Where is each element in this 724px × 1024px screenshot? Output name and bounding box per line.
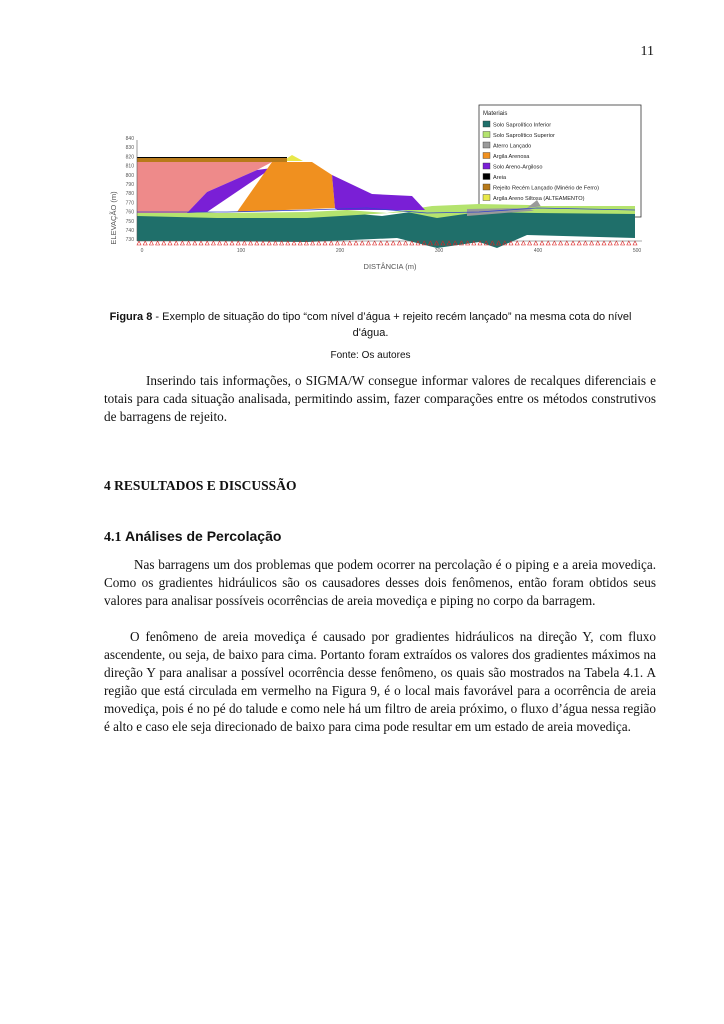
- subsection-number: 4.1: [104, 530, 122, 545]
- y-axis-label: ELEVAÇÃO (m): [109, 191, 118, 245]
- boundary-marker: [261, 241, 265, 245]
- boundary-marker: [391, 241, 395, 245]
- boundary-marker: [162, 241, 166, 245]
- boundary-marker: [193, 241, 197, 245]
- boundary-marker: [180, 241, 184, 245]
- legend-label: Solo Saprolítico Inferior: [493, 122, 552, 129]
- boundary-marker: [224, 241, 228, 245]
- boundary-marker: [627, 241, 631, 245]
- boundary-marker: [329, 241, 333, 245]
- boundary-marker: [317, 241, 321, 245]
- boundary-marker: [540, 241, 544, 245]
- boundary-marker: [373, 241, 377, 245]
- x-tick-label: 0: [140, 248, 144, 254]
- y-tick-label: 760: [125, 209, 134, 216]
- paragraph-1: Inserindo tais informações, o SIGMA/W consegue informar valores de recalques diferenciais e totais para cada situação analisada, permitindo assim, fazer comparações entre os métodos construtivos de barragens de rejeito.: [104, 373, 656, 424]
- y-tick-label: 830: [125, 145, 134, 152]
- boundary-marker: [218, 241, 222, 245]
- boundary-marker: [199, 241, 203, 245]
- legend-label: Solo Areno-Argiloso: [493, 164, 543, 171]
- boundary-marker: [521, 241, 525, 245]
- y-tick-label: 750: [125, 218, 134, 225]
- y-tick-label: 770: [125, 200, 134, 207]
- boundary-marker: [515, 241, 519, 245]
- x-tick-label: 300: [434, 248, 444, 254]
- boundary-marker: [149, 241, 153, 245]
- boundary-marker: [211, 241, 215, 245]
- boundary-marker: [602, 241, 606, 245]
- x-tick-label: 400: [533, 248, 543, 254]
- boundary-marker: [156, 241, 160, 245]
- boundary-marker: [614, 241, 618, 245]
- boundary-marker: [366, 241, 370, 245]
- caption-label: Figura 8: [109, 311, 153, 323]
- boundary-marker: [249, 241, 253, 245]
- boundary-marker: [168, 241, 172, 245]
- y-tick-label: 780: [125, 191, 134, 198]
- boundary-marker: [528, 241, 532, 245]
- boundary-marker: [323, 241, 327, 245]
- y-axis-ticks: [126, 136, 135, 243]
- legend-label: Areia: [493, 175, 507, 181]
- boundary-marker: [379, 241, 383, 245]
- x-axis-label: DISTÂNCIA (m): [363, 262, 417, 271]
- boundary-marker: [546, 241, 550, 245]
- boundary-marker: [577, 241, 581, 245]
- boundary-markers: [137, 241, 637, 245]
- legend-swatch: [483, 153, 490, 159]
- legend-label: Argila Areno Siltosa (ALTEAMENTO): [493, 196, 585, 202]
- boundary-marker: [255, 241, 259, 245]
- boundary-marker: [187, 241, 191, 245]
- section-heading: 4 RESULTADOS E DISCUSSÃO: [104, 478, 297, 493]
- y-tick-label: 800: [125, 172, 134, 179]
- y-tick-label: 810: [125, 163, 134, 170]
- legend-swatch: [483, 174, 490, 180]
- legend-swatch: [483, 195, 490, 201]
- legend-title: Materiais: [483, 111, 508, 117]
- y-tick-label: 840: [125, 136, 134, 142]
- boundary-marker: [360, 241, 364, 245]
- figure-source: Fonte: Os autores: [330, 350, 411, 361]
- legend-label: Aterro Lançado: [493, 143, 532, 150]
- boundary-marker: [335, 241, 339, 245]
- boundary-marker: [236, 241, 240, 245]
- caption-text: - Exemplo de situação do tipo “com nível d’água + rejeito recém lançado” na mesma cota do nível d'água.: [152, 311, 632, 339]
- x-tick-label: 100: [236, 248, 246, 254]
- boundary-marker: [385, 241, 389, 245]
- boundary-marker: [242, 241, 246, 245]
- boundary-marker: [608, 241, 612, 245]
- y-tick-label: 730: [125, 237, 134, 244]
- rejeito-recem-lancado: [137, 158, 287, 162]
- paragraph-3: O fenômeno de areia movediça é causado por gradientes hidráulicos na direção Y, com fluxo ascendente, ou seja, de baixo para cima. Portanto foram extraídos os valores dos gradientes máximos na direção Y para analisar a possível ocorrência desse fenômeno, os quais são mostrados na Tabela 4.1. A região que está circulada em vermelho na Figura 9, é o local mais favorável para a ocorrência de areia movediça, pois é no pé do talude e como nele há um filtro de areia próximo, o fluxo d’água nessa região é alto e caso ele seja direcionado de baixo para cima pode resultar em um estado de areia movediça.: [104, 629, 656, 734]
- boundary-marker: [397, 241, 401, 245]
- boundary-marker: [621, 241, 625, 245]
- subsection-title: Análises de Percolação: [125, 528, 282, 544]
- boundary-marker: [137, 241, 141, 245]
- boundary-marker: [590, 241, 594, 245]
- cross-section-figure: [107, 100, 657, 282]
- boundary-marker: [348, 241, 352, 245]
- y-tick-label: 820: [125, 154, 134, 161]
- boundary-marker: [143, 241, 147, 245]
- boundary-marker: [230, 241, 234, 245]
- boundary-marker: [552, 241, 556, 245]
- legend-swatch: [483, 163, 490, 169]
- figure-caption: [104, 309, 637, 341]
- boundary-marker: [596, 241, 600, 245]
- y-tick-label: 790: [125, 182, 134, 188]
- legend-label: Solo Saprolítico Superior: [493, 133, 555, 139]
- boundary-marker: [633, 241, 637, 245]
- boundary-marker: [534, 241, 538, 245]
- paragraph-2: Nas barragens um dos problemas que podem ocorrer na percolação é o piping e a areia movediça. Como os gradientes hidráulicos são os causadores desses dois fenômenos, então foram obtidos seus valores para analisar possíveis ocorrências de areia movediça e piping no corpo da barragem.: [104, 557, 656, 608]
- legend-label: Rejeito Recém Lançado (Minério de Ferro): [493, 185, 600, 192]
- legend-label: Argila Arenosa: [493, 154, 530, 160]
- boundary-marker: [571, 241, 575, 245]
- boundary-marker: [583, 241, 587, 245]
- boundary-marker: [342, 241, 346, 245]
- boundary-marker: [174, 241, 178, 245]
- boundary-marker: [559, 241, 563, 245]
- page-number: 11: [640, 44, 654, 59]
- subsection-heading: [104, 528, 281, 546]
- x-tick-label: 200: [335, 248, 345, 254]
- boundary-marker: [565, 241, 569, 245]
- x-axis-ticks: [141, 248, 642, 254]
- boundary-marker: [404, 241, 408, 245]
- legend-swatch: [483, 184, 490, 190]
- legend-swatch: [483, 132, 490, 138]
- y-tick-label: 740: [125, 228, 134, 234]
- boundary-marker: [354, 241, 358, 245]
- x-tick-label: 500: [632, 248, 642, 254]
- legend-swatch: [483, 142, 490, 148]
- legend-swatch: [483, 121, 490, 127]
- boundary-marker: [205, 241, 209, 245]
